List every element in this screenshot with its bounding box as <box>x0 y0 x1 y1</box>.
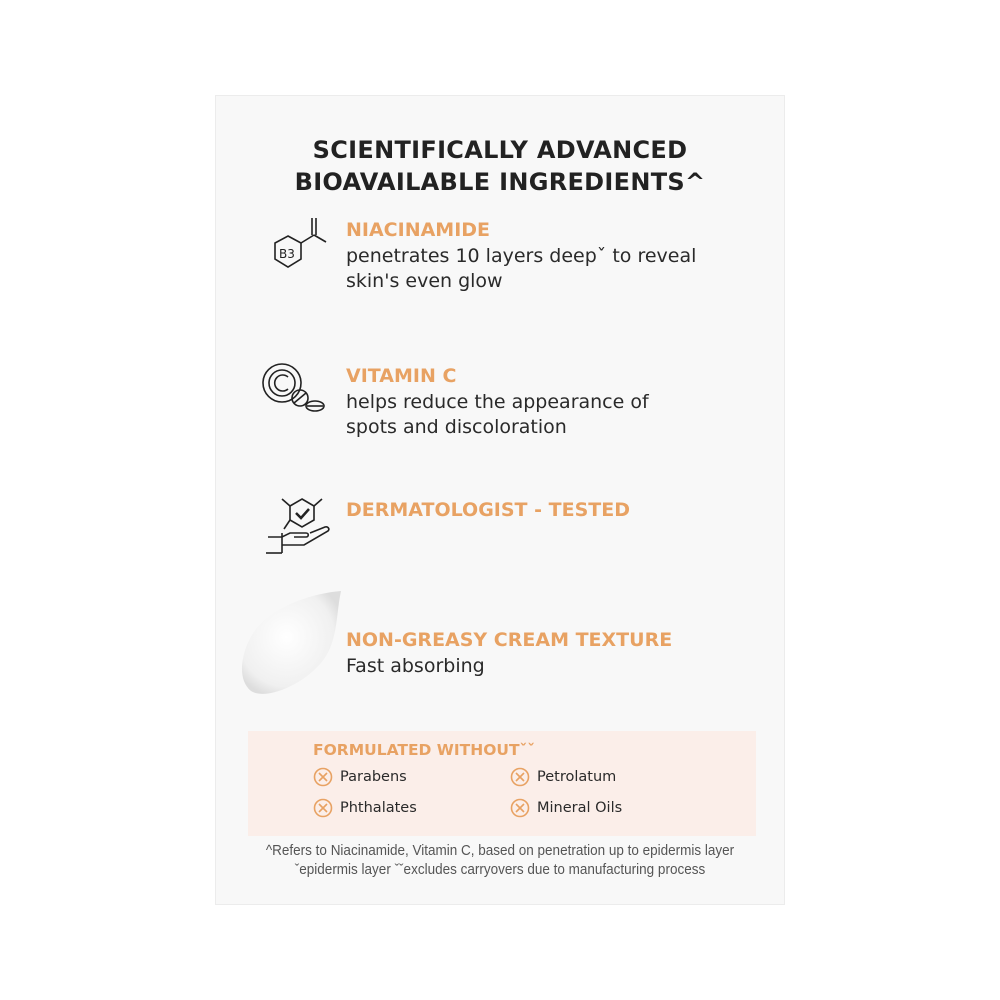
vitamin-c-icon <box>260 361 330 416</box>
svg-text:B3: B3 <box>279 247 295 261</box>
free-of-item: Phthalates <box>313 798 417 818</box>
vitamin-c-item: VITAMIN C helps reduce the appearance of spots and discoloration <box>346 365 649 438</box>
free-of-item: Mineral Oils <box>510 798 622 818</box>
free-of-item: Petrolatum <box>510 767 616 787</box>
x-circle-icon <box>313 767 333 787</box>
footnotes: ^Refers to Niacinamide, Vitamin C, based on penetration up to epidermis layer ˇepidermis layer ˇˇexcludes carryovers due to manufacturing process <box>265 842 735 878</box>
b3-molecule-icon <box>266 214 331 274</box>
cream-texture-item: NON-GREASY CREAM TEXTURE Fast absorbing <box>346 629 673 677</box>
x-circle-icon <box>510 767 530 787</box>
formulated-without-box: FORMULATED WITHOUTˇˇ Parabens Petrolatum Phthalates Mineral Oils <box>248 731 756 836</box>
hand-check-icon <box>264 491 334 556</box>
x-circle-icon <box>313 798 333 818</box>
dermatologist-tested-item: DERMATOLOGIST - TESTED <box>346 499 630 521</box>
niacinamide-item: NIACINAMIDE penetrates 10 layers deepˇ to reveal skin's even glow <box>346 219 697 292</box>
cream-swatch-icon <box>236 589 346 699</box>
free-of-item: Parabens <box>313 767 407 787</box>
title: SCIENTIFICALLY ADVANCED BIOAVAILABLE INGREDIENTS^ <box>294 136 706 196</box>
x-circle-icon <box>510 798 530 818</box>
ingredients-card <box>215 95 785 905</box>
